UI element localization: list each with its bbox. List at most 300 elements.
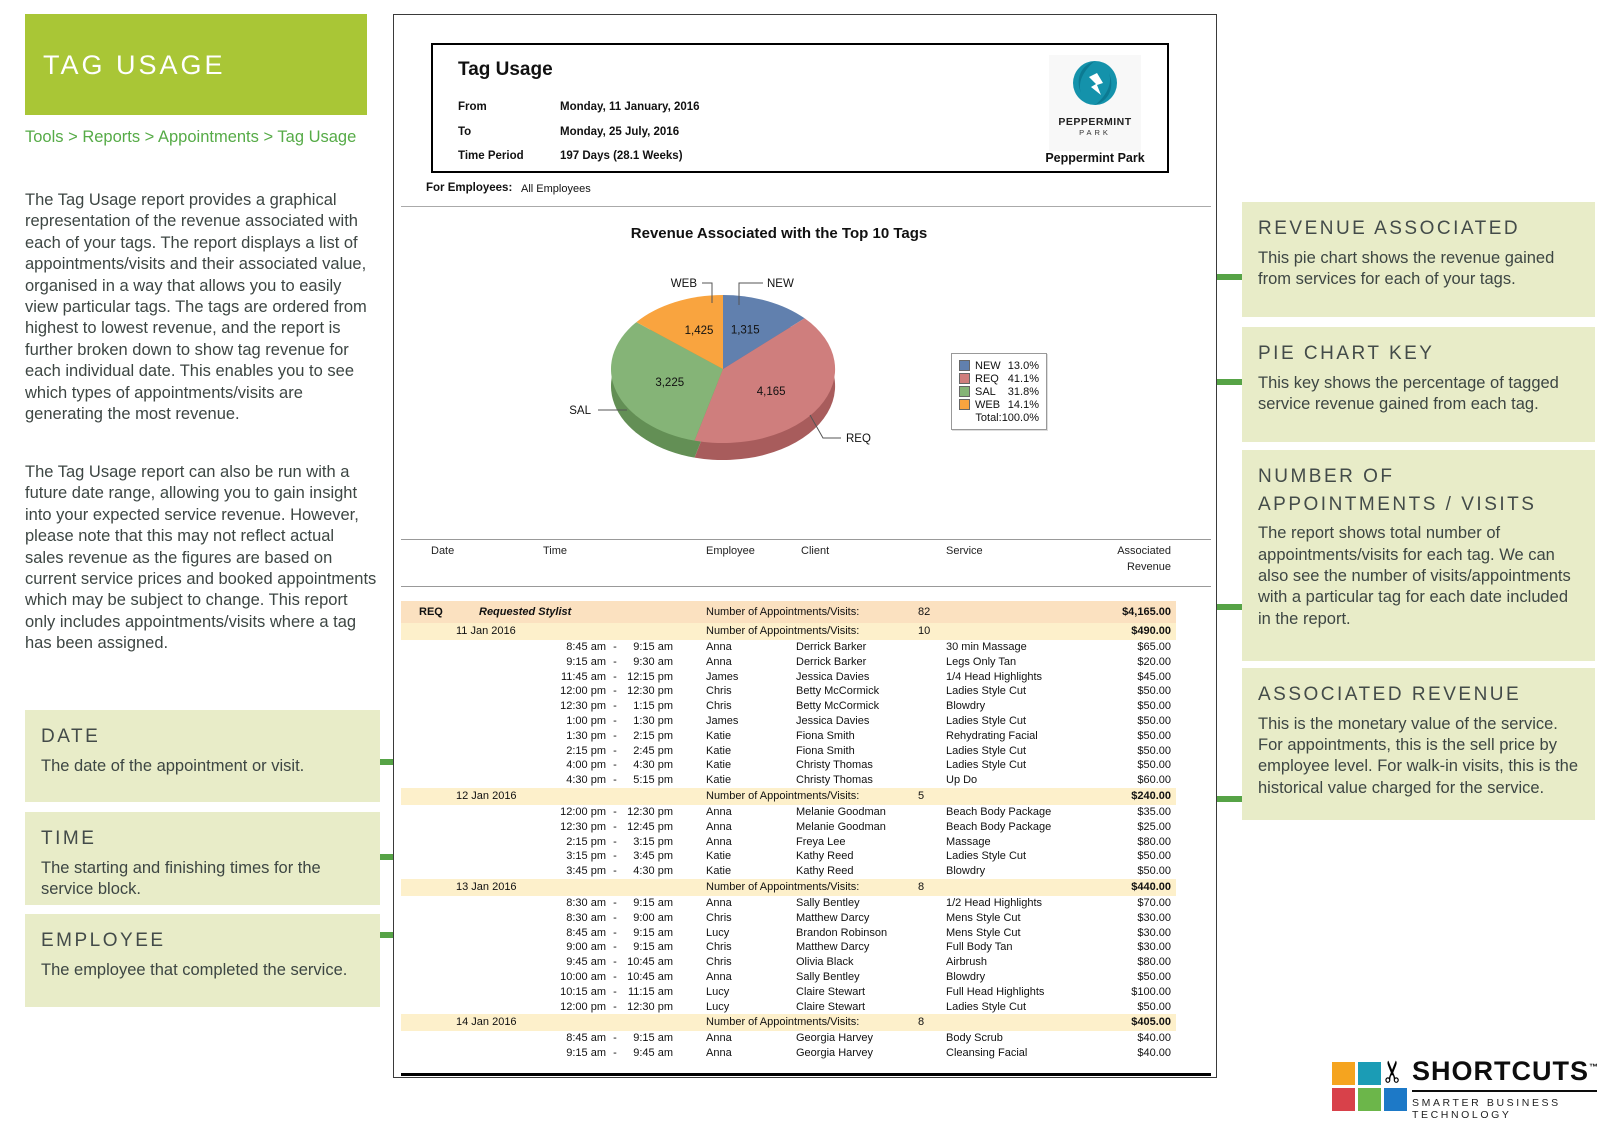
table-top-line xyxy=(401,539,1211,540)
cell-service: Mens Style Cut xyxy=(946,926,1021,939)
table-row xyxy=(401,699,1176,714)
cell-date: 14 Jan 2016 xyxy=(456,1016,517,1029)
cell-time-end: 9:15 am xyxy=(633,926,673,939)
callout-pie-chart-key-body: This key shows the percentage of tagged service revenue gained from each tag. xyxy=(1258,373,1559,413)
cell-revenue: $45.00 xyxy=(1137,670,1171,683)
callout-date-heading: DATE xyxy=(41,726,101,747)
cell-time-dash: - xyxy=(613,1047,617,1060)
cell-client: Jessica Davies xyxy=(796,670,870,683)
cell-summary-label: Number of Appointments/Visits: xyxy=(706,1016,860,1029)
callout-time xyxy=(25,812,380,905)
logo-square-orange xyxy=(1332,1062,1355,1085)
shortcuts-tagline: SMARTER BUSINESS TECHNOLOGY xyxy=(1412,1097,1561,1121)
table-header xyxy=(401,545,1176,585)
cell-time-start: 10:00 am xyxy=(560,970,606,983)
table-row xyxy=(401,805,1176,820)
cell-time-end: 4:30 pm xyxy=(633,865,673,878)
cell-time-start: 12:30 pm xyxy=(560,820,606,833)
cell-tag-name: Requested Stylist xyxy=(479,606,572,618)
cell-service: Rehydrating Facial xyxy=(946,729,1038,742)
cell-employee: Anna xyxy=(706,641,732,653)
cell-employee: Katie xyxy=(706,850,732,863)
cell-total: $440.00 xyxy=(1131,880,1171,893)
cell-summary-label: Number of Appointments/Visits: xyxy=(706,606,860,618)
cell-time-end: 1:30 pm xyxy=(633,714,673,727)
breadcrumb: Tools > Reports > Appointments > Tag Usage xyxy=(25,128,357,146)
cell-count: 5 xyxy=(918,789,925,802)
cell-time-dash: - xyxy=(613,759,617,772)
cell-time-start: 3:15 pm xyxy=(566,850,606,863)
callout-revenue-associated-body: This pie chart shows the revenue gained from services for each of your tags. xyxy=(1258,248,1555,288)
cell-service: 1/2 Head Highlights xyxy=(946,896,1043,909)
table-date-row xyxy=(401,879,1176,896)
callout-pie-chart-key xyxy=(1242,327,1595,442)
cell-time-end: 5:15 pm xyxy=(633,774,673,787)
peppermint-logo-text: PEPPERMINT xyxy=(1058,116,1132,128)
logo-square-red xyxy=(1332,1088,1355,1111)
cell-employee: Anna xyxy=(706,655,732,668)
cell-client: Derrick Barker xyxy=(796,655,867,668)
legend-percent: 14.1% xyxy=(1007,398,1039,411)
cell-time-start: 8:30 am xyxy=(566,896,606,909)
pie-callout-label-sal: SAL xyxy=(569,405,591,417)
cell-time-start: 4:00 pm xyxy=(566,759,606,772)
cell-revenue: $100.00 xyxy=(1131,985,1171,998)
for-employees-value: All Employees xyxy=(521,183,591,195)
cell-client: Jessica Davies xyxy=(796,714,870,727)
cell-client: Matthew Darcy xyxy=(796,941,870,954)
table-row xyxy=(401,985,1176,1000)
report-meta-label: Time Period xyxy=(458,150,524,162)
table-row xyxy=(401,758,1176,773)
cell-time-end: 9:45 am xyxy=(633,1047,673,1060)
callout-time-body: The starting and finishing times for the service block. xyxy=(41,858,321,898)
pie-value-label: 1,315 xyxy=(730,324,760,337)
report-page xyxy=(393,14,1217,1078)
cell-time-dash: - xyxy=(613,970,617,983)
table-row xyxy=(401,744,1176,759)
pie-value-label: 4,165 xyxy=(756,385,786,398)
cell-count: 8 xyxy=(918,880,925,893)
cell-time-end: 12:30 pm xyxy=(627,1000,673,1013)
legend-swatch xyxy=(959,373,970,384)
report-meta-value: Monday, 11 January, 2016 xyxy=(560,101,700,113)
cell-time-start: 8:45 am xyxy=(566,1032,606,1045)
cell-employee: Katie xyxy=(706,744,732,757)
shortcuts-wordmark: SHORTCUTS™ xyxy=(1412,1056,1599,1086)
cell-service: Cleansing Facial xyxy=(946,1047,1028,1060)
table-row xyxy=(401,926,1176,941)
cell-employee: Anna xyxy=(706,1047,732,1060)
cell-time-end: 4:30 pm xyxy=(633,759,673,772)
cell-total: $490.00 xyxy=(1131,625,1171,637)
for-employees-label: For Employees: xyxy=(426,182,513,194)
cell-revenue: $20.00 xyxy=(1137,655,1171,668)
cell-time-dash: - xyxy=(613,911,617,924)
legend-label: NEW xyxy=(975,359,1001,372)
table-header-revenue-2: Revenue xyxy=(1126,561,1171,573)
legend-label: WEB xyxy=(975,398,1001,411)
callout-associated-revenue-heading: ASSOCIATED REVENUE xyxy=(1258,684,1522,705)
cell-client: Georgia Harvey xyxy=(796,1032,874,1045)
table-row xyxy=(401,670,1176,685)
cell-client: Matthew Darcy xyxy=(796,911,870,924)
legend-row xyxy=(959,385,1039,398)
cell-service: Mens Style Cut xyxy=(946,911,1021,924)
cell-time-dash: - xyxy=(613,956,617,969)
cell-service: Full Head Highlights xyxy=(946,985,1045,998)
cell-service: Blowdry xyxy=(946,970,986,983)
cell-service: Up Do xyxy=(946,774,978,787)
report-meta-row xyxy=(458,150,700,175)
table-row xyxy=(401,940,1176,955)
table-date-row xyxy=(401,1014,1176,1031)
callout-employee xyxy=(25,914,380,1007)
cell-employee: Lucy xyxy=(706,926,730,939)
chart-title: Revenue Associated with the Top 10 Tags xyxy=(630,225,928,242)
intro-paragraph-2: The Tag Usage report can also be run with a future date range, allowing you to gain insight into your expected service revenue. However, please note that this may not reflect actual sales revenue as the figures are based on current service prices and booked appointments which may be subject to change. This report only includes appointments/visits where a tag has been assigned. xyxy=(25,463,377,653)
table-header-line xyxy=(401,586,1211,587)
cell-revenue: $50.00 xyxy=(1137,850,1171,863)
report-meta-row xyxy=(458,101,700,126)
pie-callout-label-web: WEB xyxy=(670,278,697,290)
peppermint-swirl-icon xyxy=(1067,55,1123,111)
table-row xyxy=(401,820,1176,835)
cell-time-end: 1:15 pm xyxy=(633,700,673,713)
callout-employee-body: The employee that completed the service. xyxy=(41,960,348,979)
table-row xyxy=(401,684,1176,699)
cell-revenue: $80.00 xyxy=(1137,956,1171,969)
cell-time-start: 12:00 pm xyxy=(560,805,606,818)
table-group-row xyxy=(401,601,1176,623)
cell-revenue: $50.00 xyxy=(1137,865,1171,878)
cell-time-dash: - xyxy=(613,641,617,653)
legend-percent: 13.0% xyxy=(1007,359,1039,372)
table-row xyxy=(401,835,1176,850)
cell-time-dash: - xyxy=(613,1032,617,1045)
cell-time-end: 12:30 pm xyxy=(627,685,673,698)
brand-name: Peppermint Park xyxy=(1045,151,1145,165)
cell-time-start: 2:15 pm xyxy=(566,744,606,757)
cell-revenue: $30.00 xyxy=(1137,941,1171,954)
cell-total: $405.00 xyxy=(1131,1016,1171,1029)
cell-employee: Katie xyxy=(706,729,732,742)
cell-time-dash: - xyxy=(613,941,617,954)
report-meta-value: 197 Days (28.1 Weeks) xyxy=(560,150,683,162)
cell-time-dash: - xyxy=(613,670,617,683)
cell-revenue: $40.00 xyxy=(1137,1032,1171,1045)
cell-time-dash: - xyxy=(613,820,617,833)
cell-time-start: 10:15 am xyxy=(560,985,606,998)
table-header-time: Time xyxy=(543,545,568,557)
cell-revenue: $50.00 xyxy=(1137,759,1171,772)
cell-client: Olivia Black xyxy=(796,956,854,969)
cell-employee: Lucy xyxy=(706,985,730,998)
cell-time-start: 8:45 am xyxy=(566,926,606,939)
cell-employee: Katie xyxy=(706,865,732,878)
cell-total: $240.00 xyxy=(1131,789,1171,802)
legend-label: REQ xyxy=(975,372,999,385)
cell-employee: Chris xyxy=(706,700,732,713)
cell-count: 8 xyxy=(918,1016,925,1029)
callout-employee-heading: EMPLOYEE xyxy=(41,930,166,951)
cell-client: Betty McCormick xyxy=(796,685,880,698)
trademark-symbol: ™ xyxy=(1589,1062,1599,1072)
cell-service: 30 min Massage xyxy=(946,641,1027,653)
cell-time-end: 10:45 am xyxy=(627,970,673,983)
cell-time-end: 9:00 am xyxy=(633,911,673,924)
cell-service: Blowdry xyxy=(946,865,986,878)
report-title: Tag Usage xyxy=(458,59,553,80)
table-row xyxy=(401,864,1176,879)
cell-date: 12 Jan 2016 xyxy=(456,789,517,802)
cell-revenue: $35.00 xyxy=(1137,805,1171,818)
scissors-icon: ✂ xyxy=(1377,1058,1411,1085)
pie-callout-label-req: REQ xyxy=(846,433,871,445)
cell-service: Beach Body Package xyxy=(946,805,1052,818)
cell-time-start: 12:30 pm xyxy=(560,700,606,713)
cell-count: 82 xyxy=(918,606,931,618)
table-header-service: Service xyxy=(946,545,983,557)
callout-revenue-associated-heading: REVENUE ASSOCIATED xyxy=(1258,218,1521,239)
table-row xyxy=(401,655,1176,670)
cell-time-start: 8:30 am xyxy=(566,911,606,924)
cell-time-start: 12:00 pm xyxy=(560,685,606,698)
cell-revenue: $30.00 xyxy=(1137,926,1171,939)
cell-employee: Lucy xyxy=(706,1000,730,1013)
cell-service: Ladies Style Cut xyxy=(946,759,1027,772)
pie-chart xyxy=(394,241,954,481)
legend-row xyxy=(959,372,1039,385)
cell-employee: James xyxy=(706,670,739,683)
callout-time-heading: TIME xyxy=(41,828,97,849)
cell-revenue: $50.00 xyxy=(1137,685,1171,698)
cell-time-start: 2:15 pm xyxy=(566,835,606,848)
cell-client: Georgia Harvey xyxy=(796,1047,874,1060)
cell-time-end: 11:15 am xyxy=(627,985,673,998)
table-header-revenue-1: Associated xyxy=(1117,545,1171,557)
legend-row xyxy=(959,359,1039,372)
cell-employee: Anna xyxy=(706,835,732,848)
cell-time-start: 1:30 pm xyxy=(566,729,606,742)
cell-client: Derrick Barker xyxy=(796,641,867,653)
logo-square-green xyxy=(1358,1088,1381,1111)
cell-revenue: $40.00 xyxy=(1137,1047,1171,1060)
cell-time-end: 10:45 am xyxy=(627,956,673,969)
cell-service: Ladies Style Cut xyxy=(946,850,1027,863)
table-date-row xyxy=(401,623,1176,640)
legend-swatch xyxy=(959,360,970,371)
table-row xyxy=(401,896,1176,911)
legend-label: SAL xyxy=(975,385,996,398)
cell-total: $4,165.00 xyxy=(1122,606,1171,618)
cell-summary-label: Number of Appointments/Visits: xyxy=(706,625,860,637)
cell-time-start: 1:00 pm xyxy=(566,714,606,727)
cell-service: Blowdry xyxy=(946,700,986,713)
cell-time-dash: - xyxy=(613,700,617,713)
divider xyxy=(401,206,1211,207)
cell-client: Claire Stewart xyxy=(796,985,866,998)
cell-time-start: 11:45 am xyxy=(560,670,606,683)
cell-time-dash: - xyxy=(613,835,617,848)
cell-time-dash: - xyxy=(613,729,617,742)
cell-employee: Anna xyxy=(706,805,732,818)
report-meta-label: To xyxy=(458,125,472,138)
legend-row xyxy=(959,398,1039,411)
cell-time-dash: - xyxy=(613,744,617,757)
table-row xyxy=(401,714,1176,729)
intro-paragraph-1: The Tag Usage report provides a graphical representation of the revenue associated with each of your tags. The report displays a list of appointments/visits and their associated value, organised in a way that allows you to easily view particular tags. The tags are ordered from highest to lowest revenue, and the report is further broken down to show tag revenue for each individual date. This enables you to see which types of appointments/visits are generating the most revenue. xyxy=(25,191,367,424)
table-row xyxy=(401,773,1176,788)
pie-legend xyxy=(951,353,1047,430)
cell-client: Fiona Smith xyxy=(796,744,855,757)
cell-client: Betty McCormick xyxy=(796,700,880,713)
cell-service: Ladies Style Cut xyxy=(946,685,1027,698)
cell-time-start: 9:15 am xyxy=(566,1047,606,1060)
cell-employee: Chris xyxy=(706,941,732,954)
table-row xyxy=(401,955,1176,970)
legend-swatch xyxy=(959,399,970,410)
cell-time-start: 3:45 pm xyxy=(566,865,606,878)
page-title: TAG USAGE xyxy=(43,50,226,80)
cell-time-end: 9:15 am xyxy=(633,941,673,954)
cell-time-end: 9:15 am xyxy=(633,896,673,909)
cell-service: Legs Only Tan xyxy=(946,655,1017,668)
cell-employee: Anna xyxy=(706,970,732,983)
callout-date xyxy=(25,710,380,802)
sidebar-title-banner xyxy=(25,14,367,115)
cell-client: Melanie Goodman xyxy=(796,805,886,818)
cell-time-dash: - xyxy=(613,1000,617,1013)
cell-revenue: $50.00 xyxy=(1137,729,1171,742)
cell-time-end: 3:45 pm xyxy=(633,850,673,863)
legend-percent: 41.1% xyxy=(1007,372,1039,385)
cell-client: Kathy Reed xyxy=(796,865,854,878)
cell-time-dash: - xyxy=(613,985,617,998)
cell-revenue: $30.00 xyxy=(1137,911,1171,924)
cell-client: Claire Stewart xyxy=(796,1000,866,1013)
cell-time-dash: - xyxy=(613,685,617,698)
cell-client: Kathy Reed xyxy=(796,850,854,863)
cell-client: Freya Lee xyxy=(796,835,846,848)
pie-value-label: 3,225 xyxy=(655,377,685,390)
legend-percent: 31.8% xyxy=(1007,385,1039,398)
cell-employee: Chris xyxy=(706,956,732,969)
table-body xyxy=(401,601,1176,1061)
peppermint-logo xyxy=(1049,55,1141,151)
logo-divider xyxy=(1412,1090,1597,1092)
cell-time-start: 12:00 pm xyxy=(560,1000,606,1013)
table-row xyxy=(401,729,1176,744)
logo-square-blue xyxy=(1384,1088,1407,1111)
cell-client: Fiona Smith xyxy=(796,729,855,742)
cell-time-dash: - xyxy=(613,805,617,818)
pie-value-label: 1,425 xyxy=(684,325,714,338)
cell-service: Airbrush xyxy=(946,956,987,969)
cell-revenue: $25.00 xyxy=(1137,820,1171,833)
cell-revenue: $50.00 xyxy=(1137,700,1171,713)
cell-time-dash: - xyxy=(613,926,617,939)
callout-number-of-appointments-body: The report shows total number of appointments/visits for each tag. We can also see the number of visits/appointments with a particular tag for each date included in the report. xyxy=(1258,524,1571,628)
cell-revenue: $80.00 xyxy=(1137,835,1171,848)
cell-time-end: 3:15 pm xyxy=(633,835,673,848)
table-header-date: Date xyxy=(431,545,455,557)
cell-time-dash: - xyxy=(613,865,617,878)
cell-time-end: 12:15 pm xyxy=(627,670,673,683)
table-header-client: Client xyxy=(801,545,830,557)
cell-time-dash: - xyxy=(613,774,617,787)
peppermint-logo-subtext: PARK xyxy=(1079,128,1111,137)
cell-time-dash: - xyxy=(613,896,617,909)
cell-revenue: $60.00 xyxy=(1137,774,1171,787)
callout-number-of-appointments xyxy=(1242,450,1595,661)
table-bottom-line xyxy=(401,1073,1211,1076)
cell-time-end: 2:45 pm xyxy=(633,744,673,757)
table-row xyxy=(401,1046,1176,1061)
table-row xyxy=(401,1031,1176,1046)
table-row xyxy=(401,849,1176,864)
cell-client: Sally Bentley xyxy=(796,970,860,983)
cell-employee: Katie xyxy=(706,774,732,787)
cell-time-start: 9:45 am xyxy=(566,956,606,969)
cell-time-end: 12:45 pm xyxy=(627,820,673,833)
report-header-box xyxy=(431,43,1169,173)
cell-summary-label: Number of Appointments/Visits: xyxy=(706,880,860,893)
cell-service: Full Body Tan xyxy=(946,941,1013,954)
cell-time-end: 2:15 pm xyxy=(633,729,673,742)
callout-date-body: The date of the appointment or visit. xyxy=(41,756,305,775)
cell-client: Brandon Robinson xyxy=(796,926,888,939)
report-meta-value: Monday, 25 July, 2016 xyxy=(560,125,680,138)
cell-employee: Chris xyxy=(706,685,732,698)
cell-client: Christy Thomas xyxy=(796,759,873,772)
legend-total-row xyxy=(959,411,1039,424)
cell-tag: REQ xyxy=(419,606,443,618)
cell-count: 10 xyxy=(918,625,931,637)
cell-time-dash: - xyxy=(613,714,617,727)
cell-client: Melanie Goodman xyxy=(796,820,886,833)
cell-employee: James xyxy=(706,714,739,727)
cell-time-start: 8:45 am xyxy=(566,641,606,653)
cell-service: Body Scrub xyxy=(946,1032,1003,1045)
cell-revenue: $70.00 xyxy=(1137,896,1171,909)
cell-service: 1/4 Head Highlights xyxy=(946,670,1043,683)
cell-service: Ladies Style Cut xyxy=(946,1000,1027,1013)
cell-revenue: $50.00 xyxy=(1137,714,1171,727)
cell-service: Beach Body Package xyxy=(946,820,1052,833)
cell-revenue: $50.00 xyxy=(1137,1000,1171,1013)
callout-pie-chart-key-heading: PIE CHART KEY xyxy=(1258,343,1435,364)
cell-time-end: 12:30 pm xyxy=(627,805,673,818)
cell-time-start: 4:30 pm xyxy=(566,774,606,787)
cell-time-start: 9:15 am xyxy=(566,655,606,668)
cell-employee: Chris xyxy=(706,911,732,924)
cell-employee: Anna xyxy=(706,1032,732,1045)
cell-service: Ladies Style Cut xyxy=(946,714,1027,727)
callout-associated-revenue xyxy=(1242,668,1595,820)
cell-service: Ladies Style Cut xyxy=(946,744,1027,757)
table-row xyxy=(401,911,1176,926)
cell-time-end: 9:15 am xyxy=(633,641,673,653)
cell-time-dash: - xyxy=(613,655,617,668)
cell-time-end: 9:30 am xyxy=(633,655,673,668)
callout-number-of-appointments-heading: NUMBER OF APPOINTMENTS / VISITS xyxy=(1258,466,1537,515)
cell-client: Sally Bentley xyxy=(796,896,860,909)
cell-time-start: 9:00 am xyxy=(566,941,606,954)
report-meta-label: From xyxy=(458,101,487,113)
pie-callout-label-new: NEW xyxy=(767,278,794,290)
table-row xyxy=(401,1000,1176,1015)
